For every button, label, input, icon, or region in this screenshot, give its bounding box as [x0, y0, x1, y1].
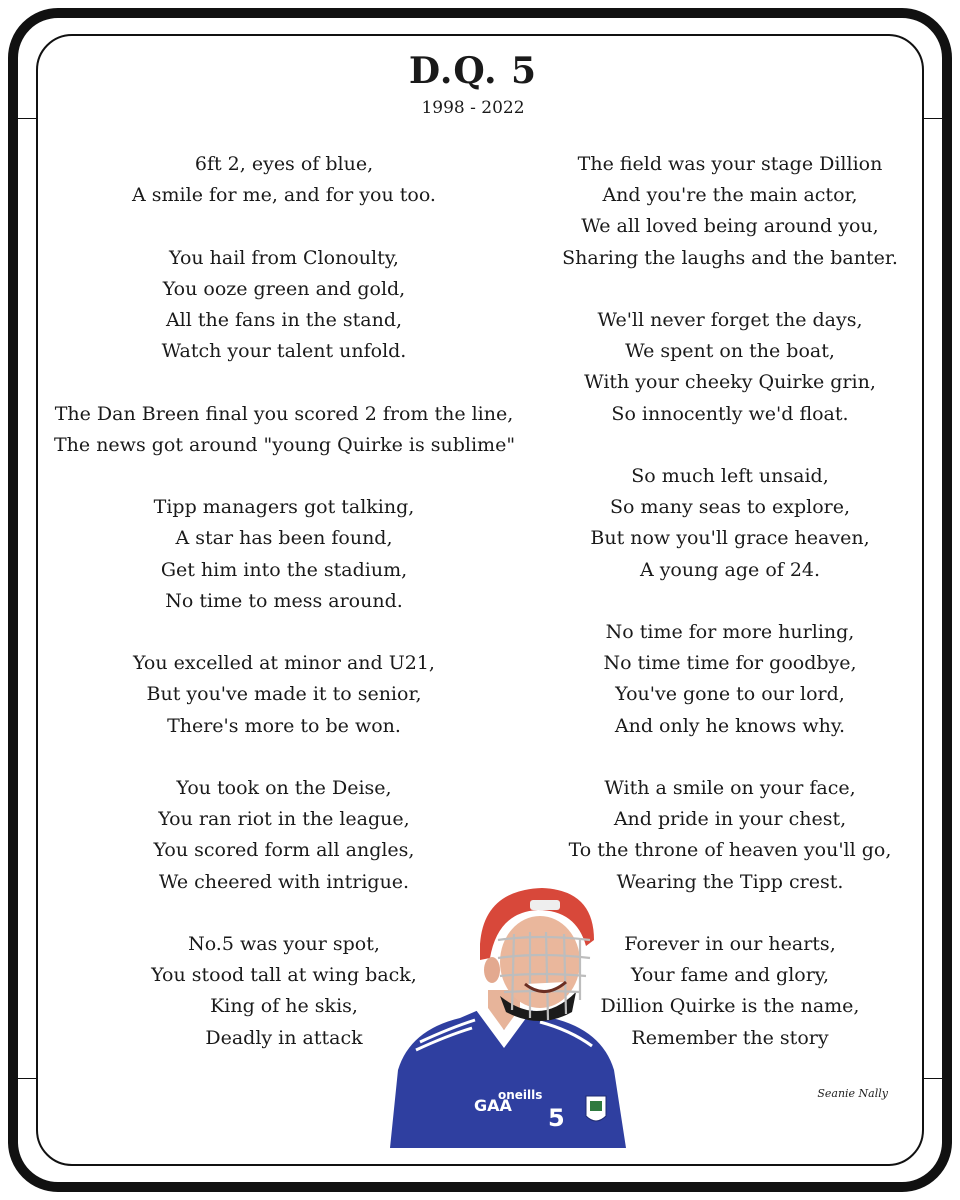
frame-tick: [924, 118, 952, 119]
poem-line: We all loved being around you,: [581, 215, 879, 238]
stanza: [54, 492, 514, 617]
signature: Seanie Nally: [817, 1087, 888, 1100]
poem-line: No time time for goodbye,: [603, 652, 857, 675]
poem-line: No time to mess around.: [165, 589, 403, 612]
poem-line: But you've made it to senior,: [146, 683, 422, 706]
poem-title: D.Q. 5: [408, 50, 538, 92]
jersey-number: 5: [548, 1104, 565, 1132]
poem-line: A smile for me, and for you too.: [132, 184, 436, 207]
poem-line: We cheered with intrigue.: [158, 870, 410, 893]
poem-line: Tipp managers got talking,: [153, 496, 415, 519]
poem-line: Wearing the Tipp crest.: [616, 870, 844, 893]
poem-line: With your cheeky Quirke grin,: [584, 371, 876, 394]
poem-line: King of he skis,: [210, 995, 358, 1018]
poem-line: Your fame and glory,: [630, 964, 830, 987]
poem-line: We spent on the boat,: [625, 340, 835, 363]
poem-line: The news got around "young Quirke is sublime": [54, 433, 516, 456]
poem-line: You excelled at minor and U21,: [133, 652, 435, 675]
poem-line: Deadly in attack: [205, 1026, 363, 1049]
stanza: [54, 149, 514, 211]
poem-line: But now you'll grace heaven,: [590, 527, 870, 550]
poem-line: The field was your stage Dillion: [577, 153, 883, 175]
poem-line: You stood tall at wing back,: [151, 964, 417, 987]
poem-line: And only he knows why.: [614, 714, 846, 737]
stanza: [54, 399, 514, 461]
poem-line: All the fans in the stand,: [165, 309, 403, 331]
poem-line: So many seas to explore,: [609, 496, 851, 519]
poem-line: 6ft 2, eyes of blue,: [194, 153, 374, 175]
poem-line: So innocently we'd float.: [611, 402, 849, 425]
stanza: [560, 461, 900, 586]
poem-line: So much left unsaid,: [631, 465, 829, 487]
poem-line: You ran riot in the league,: [158, 808, 410, 831]
poem-line: The Dan Breen final you scored 2 from the line,: [54, 402, 514, 425]
poem-line: You took on the Deise,: [176, 776, 392, 799]
poem-line: You scored form all angles,: [153, 839, 415, 862]
poem-line: We'll never forget the days,: [597, 309, 863, 331]
poem-line: A star has been found,: [175, 527, 393, 550]
poem-line: Forever in our hearts,: [624, 933, 836, 955]
poem-line: Dillion Quirke is the name,: [600, 995, 860, 1018]
poem-line: Watch your talent unfold.: [161, 340, 407, 363]
poem-line: No time for more hurling,: [605, 621, 855, 643]
frame-tick: [924, 1078, 952, 1079]
stanza: [560, 305, 900, 430]
gaa-logo: GAA: [474, 1096, 512, 1115]
frame-tick: [8, 118, 36, 119]
poem-line: You've gone to our lord,: [615, 683, 845, 706]
poem-line: No.5 was your spot,: [188, 932, 380, 955]
stanza: [560, 617, 900, 742]
poem-line: With a smile on your face,: [604, 777, 856, 799]
poem-line: Remember the story: [631, 1026, 829, 1049]
poem-line: A young age of 24.: [639, 558, 821, 581]
poem-line: Sharing the laughs and the banter.: [562, 246, 898, 269]
poem-years: 1998 - 2022: [421, 98, 525, 118]
poem-line: And you're the main actor,: [602, 184, 858, 207]
poem-line: You ooze green and gold,: [162, 277, 406, 300]
brand-text: oneills: [498, 1088, 543, 1102]
poem-line: Get him into the stadium,: [160, 558, 408, 581]
poem-line: And pride in your chest,: [613, 808, 847, 831]
stanza: [54, 243, 514, 368]
frame-tick: [8, 1078, 36, 1079]
poem-line: There's more to be won.: [167, 714, 401, 737]
poem-line: You hail from Clonoulty,: [169, 246, 399, 269]
player-photo: [380, 880, 630, 1148]
stanza: [560, 149, 900, 274]
poem-line: To the throne of heaven you'll go,: [568, 839, 892, 862]
stanza: [54, 648, 514, 742]
